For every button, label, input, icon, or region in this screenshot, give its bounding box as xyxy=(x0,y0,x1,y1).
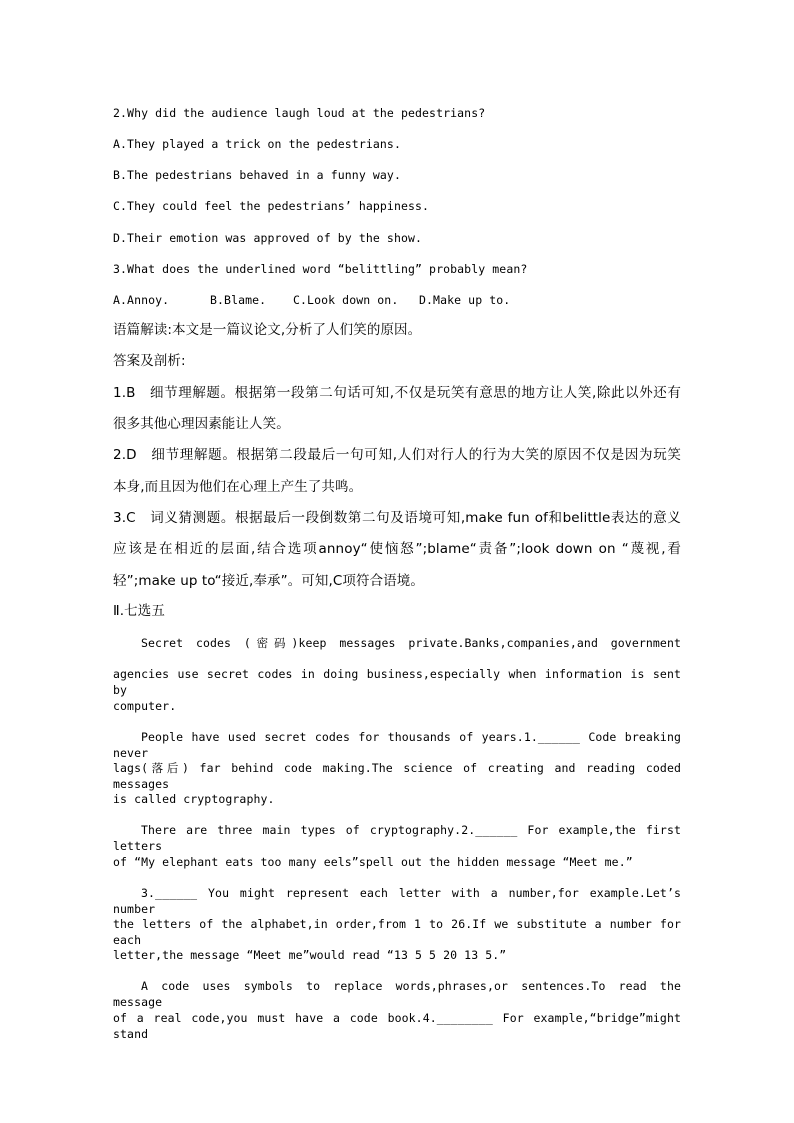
question-3-stem: 3.What does the underlined word “belittling” probably mean? xyxy=(113,262,528,276)
paragraph-1-line-2: agencies use secret codes in doing business,especially when information is sent by xyxy=(113,667,681,697)
paragraph-3-line-1: There are three main types of cryptography.2.______ For example,the first letters xyxy=(113,823,681,853)
answer-2-line-1: 2.D 细节理解题。根据第二段最后一句可知,人们对行人的行为大笑的原因不仅是因为玩笑 xyxy=(113,447,681,463)
answer-3-line-2: 应该是在相近的层面,结合选项annoy“使恼怒”;blame“责备”;look down on “蔑视,看 xyxy=(113,541,681,557)
question-2-option-c: C.They could feel the pedestrians’ happiness. xyxy=(113,199,430,213)
question-2-option-b: B.The pedestrians behaved in a funny way. xyxy=(113,168,401,182)
paragraph-2-line-1: People have used secret codes for thousands of years.1.______ Code breaking never xyxy=(113,730,681,760)
question-2-option-a: A.They played a trick on the pedestrians. xyxy=(113,137,401,151)
question-3-option-a: A.Annoy. xyxy=(113,293,170,307)
paragraph-1-line-1: Secret codes (密码)keep messages private.Banks,companies,and government xyxy=(141,636,681,650)
paragraph-5-line-1: A code uses symbols to replace words,phrases,or sentences.To read the message xyxy=(113,979,681,1009)
question-3-option-c: C.Look down on. xyxy=(293,293,399,307)
paragraph-2-line-2: lags(落后) far behind code making.The science of creating and reading coded messages xyxy=(113,761,681,791)
section-2-heading: Ⅱ.七选五 xyxy=(113,603,165,619)
paragraph-4-line-1: 3.______ You might represent each letter with a number,for example.Let’s number xyxy=(113,886,681,916)
paragraph-3-line-2: of “My elephant eats too many eels”spell out the hidden message “Meet me.” xyxy=(113,855,633,869)
answer-1-line-2: 很多其他心理因素能让人笑。 xyxy=(113,416,290,432)
answer-3-line-1: 3.C 词义猜测题。根据最后一段倒数第二句及语境可知,make fun of和belittle表达的意义 xyxy=(113,510,681,526)
question-3-option-b: B.Blame. xyxy=(210,293,267,307)
passage-summary: 语篇解读:本文是一篇议论文,分析了人们笑的原因。 xyxy=(113,322,422,338)
answer-3-line-3: 轻”;make up to“接近,奉承”。可知,C项符合语境。 xyxy=(113,573,424,589)
answer-2-line-2: 本身,而且因为他们在心理上产生了共鸣。 xyxy=(113,479,363,495)
paragraph-4-line-3: letter,the message “Meet me”would read “13 5 5 20 13 5.” xyxy=(113,948,507,962)
paragraph-1-line-3: computer. xyxy=(113,699,177,713)
question-2-option-d: D.Their emotion was approved of by the show. xyxy=(113,231,423,245)
paragraph-4-line-2: the letters of the alphabet,in order,from 1 to 26.If we substitute a number for each xyxy=(113,917,681,947)
question-3-option-d: D.Make up to. xyxy=(419,293,511,307)
paragraph-2-line-3: is called cryptography. xyxy=(113,792,275,806)
paragraph-5-line-2: of a real code,you must have a code book.4.________ For example,“bridge”might stand xyxy=(113,1011,681,1041)
question-2-stem: 2.Why did the audience laugh loud at the pedestrians? xyxy=(113,106,486,120)
answers-heading: 答案及剖析: xyxy=(113,353,186,369)
question-3-options xyxy=(113,292,510,308)
answer-1-line-1: 1.B 细节理解题。根据第一段第二句话可知,不仅是玩笑有意思的地方让人笑,除此以外还有 xyxy=(113,385,681,401)
